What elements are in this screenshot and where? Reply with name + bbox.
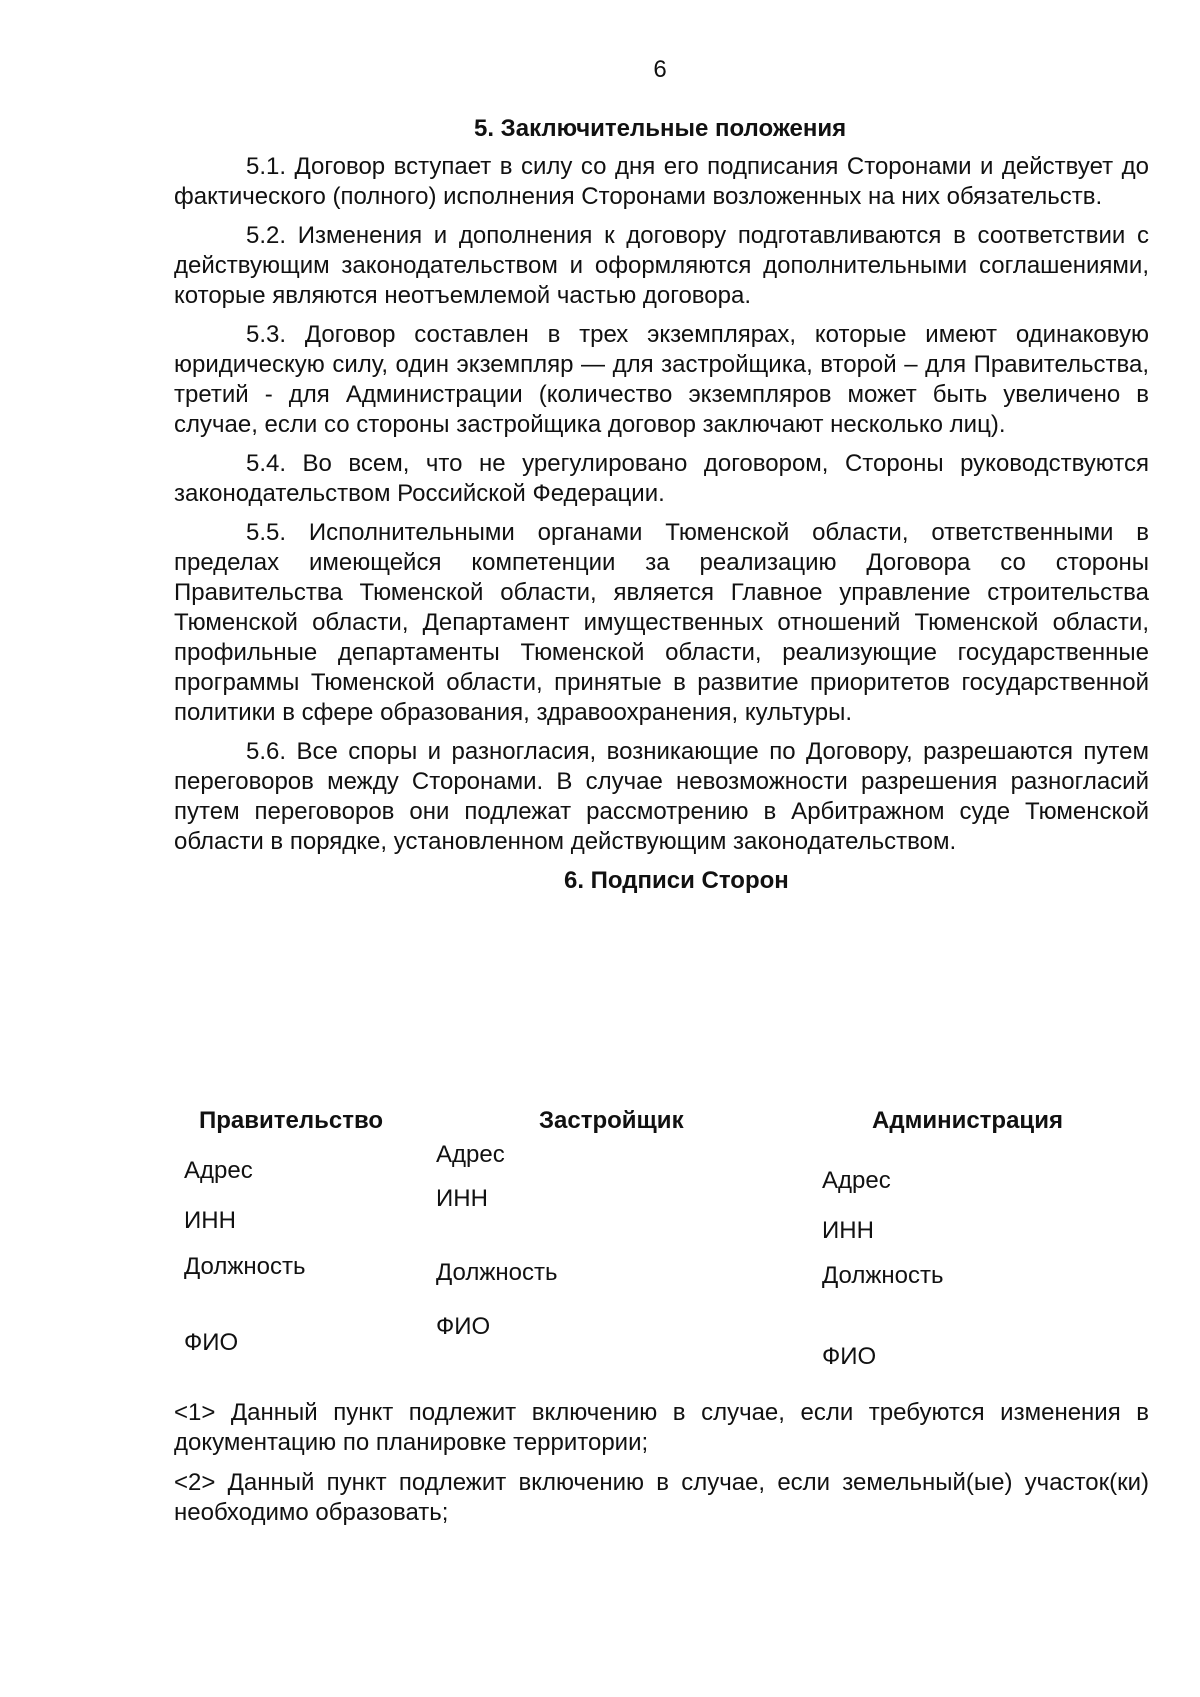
party-administration-fio: ФИО	[822, 1343, 877, 1370]
paragraph-5-2: 5.2. Изменения и дополнения к договору подготавливаются в соответствии с действующим законодательством и оформляются дополнительными соглашениями, которые являются неотъемлемой частью договора.	[174, 222, 1149, 309]
section-6-title: 6. Подписи Сторон	[564, 867, 789, 894]
footnotes	[174, 1398, 1149, 1538]
document-body	[174, 114, 1149, 904]
party-administration-address: Адрес	[822, 1167, 891, 1194]
footnote-1: <1> Данный пункт подлежит включению в случае, если требуются изменения в документацию по планировке территории;	[174, 1399, 1149, 1456]
party-developer-fio: ФИО	[436, 1313, 491, 1340]
party-developer-title: Застройщик	[539, 1107, 684, 1134]
party-government-address: Адрес	[184, 1157, 253, 1184]
party-administration-inn: ИНН	[822, 1217, 874, 1244]
party-developer-position: Должность	[436, 1259, 558, 1286]
section-5-title: 5. Заключительные положения	[474, 115, 847, 142]
party-developer-inn: ИНН	[436, 1185, 488, 1212]
page-number: 6	[653, 56, 667, 83]
party-developer-address: Адрес	[436, 1141, 505, 1168]
party-administration-title: Администрация	[872, 1107, 1063, 1134]
party-government-title: Правительство	[199, 1107, 384, 1134]
party-government-fio: ФИО	[184, 1329, 239, 1356]
paragraph-5-5: 5.5. Исполнительными органами Тюменской области, ответственными в пределах имеющейся компетенции за реализацию Договора со стороны Правительства Тюменской области, является Главное управление строительства Тюменской области, Департамент имущественных отношений Тюменской области, профильные департаменты Тюменской области, реализующие государственные программы Тюменской области, принятые в развитие приоритетов государственной политики в сфере образования, здравоохранения, культуры.	[174, 519, 1149, 726]
paragraph-5-3: 5.3. Договор составлен в трех экземплярах, которые имеют одинаковую юридическую силу, один экземпляр — для застройщика, второй – для Правительства, третий - для Администрации (количество экземпляров может быть увеличено в случае, если со стороны застройщика договор заключают несколько лиц).	[174, 321, 1149, 438]
party-administration-position: Должность	[822, 1262, 944, 1289]
party-government-inn: ИНН	[184, 1207, 236, 1234]
paragraph-5-6: 5.6. Все споры и разногласия, возникающие по Договору, разрешаются путем переговоров между Сторонами. В случае невозможности разрешения разногласий путем переговоров они подлежат рассмотрению в Арбитражном суде Тюменской области в порядке, установленном действующим законодательством.	[174, 738, 1149, 855]
party-government-position: Должность	[184, 1253, 306, 1280]
paragraph-5-1: 5.1. Договор вступает в силу со дня его подписания Сторонами и действует до фактического (полного) исполнения Сторонами возложенных на них обязательств.	[174, 153, 1149, 210]
paragraph-5-4: 5.4. Во всем, что не урегулировано договором, Стороны руководствуются законодательством Российской Федерации.	[174, 450, 1149, 507]
footnote-2: <2> Данный пункт подлежит включению в случае, если земельный(ые) участок(ки) необходимо образовать;	[174, 1469, 1149, 1526]
